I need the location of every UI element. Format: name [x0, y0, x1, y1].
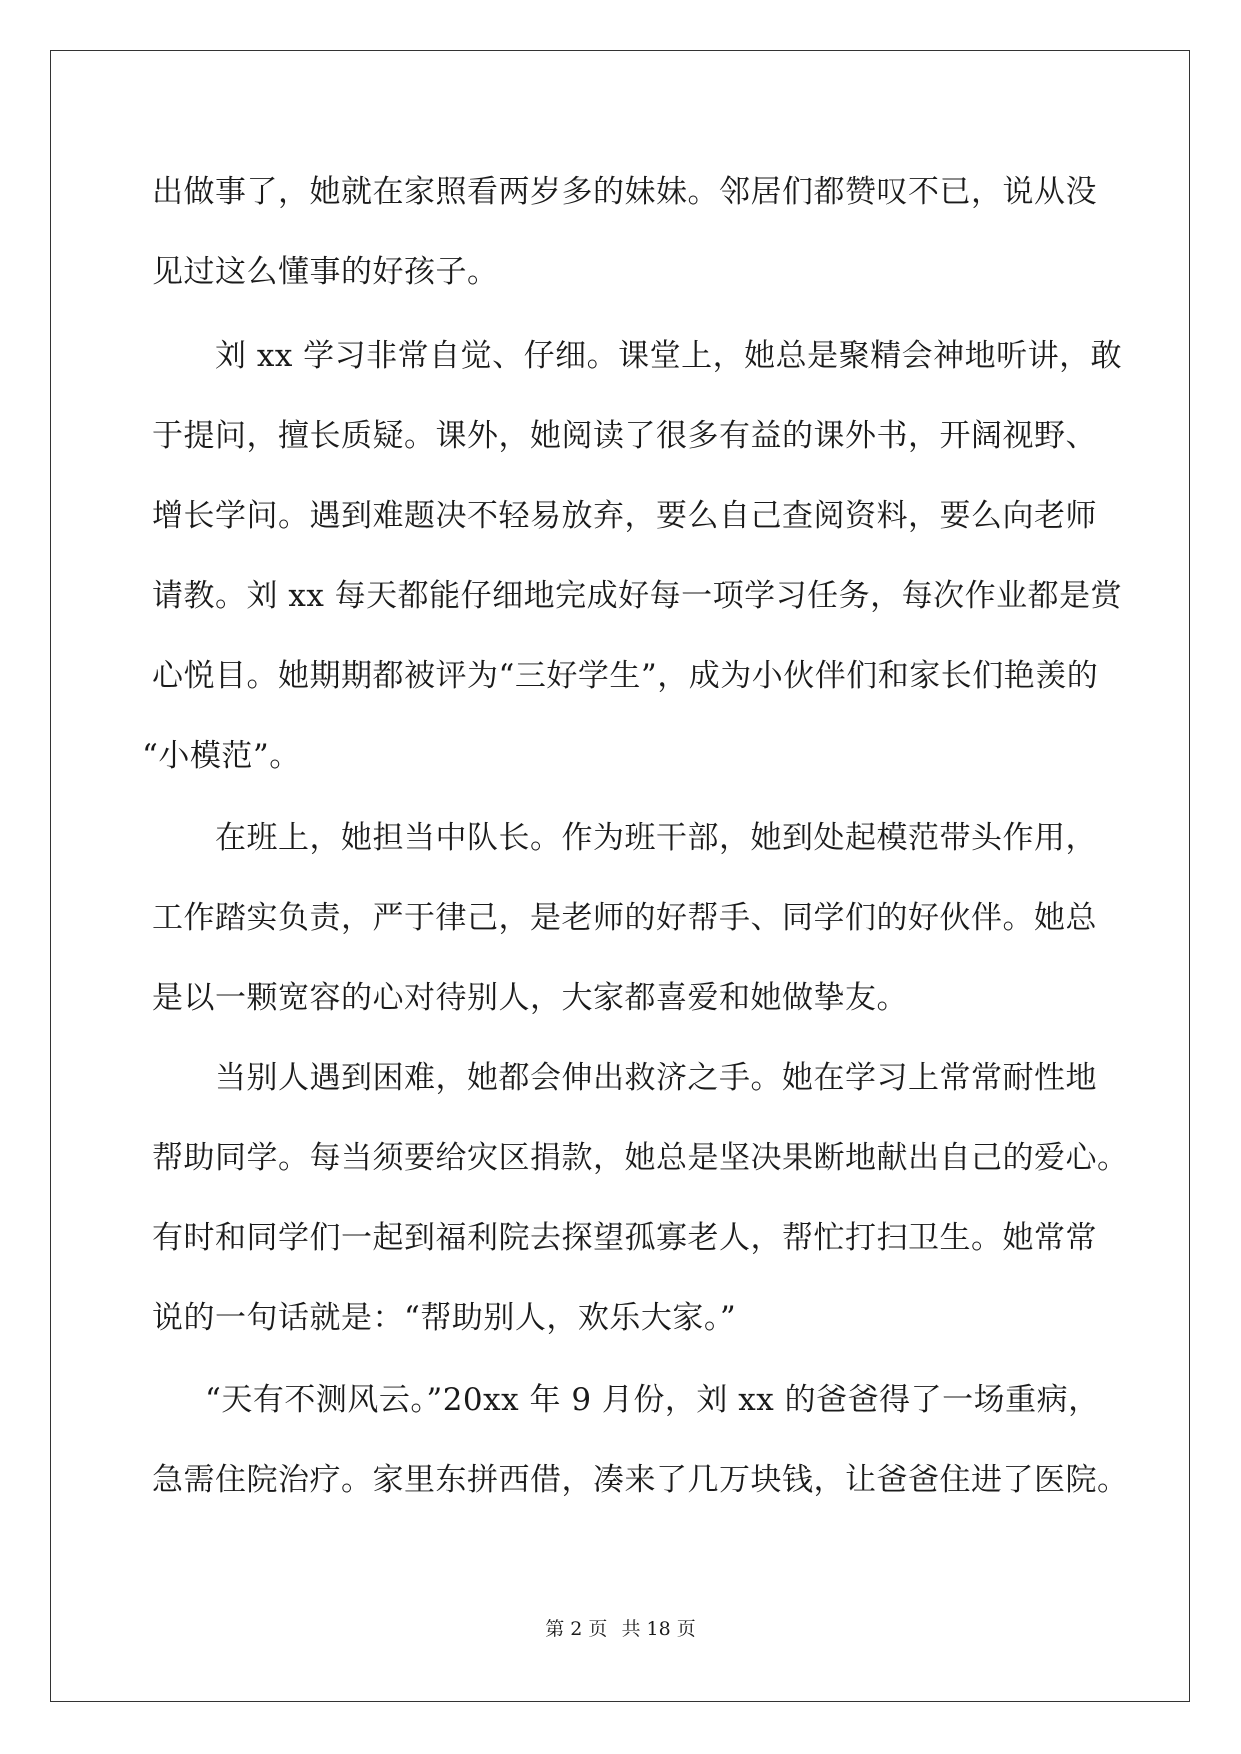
- page-footer: [0, 1617, 1241, 1641]
- text-line: 急需住院治疗。家里东拼西借，凑来了几万块钱，让爸爸住进了医院。: [152, 1462, 1129, 1498]
- text-line: 于提问，擅长质疑。课外，她阅读了很多有益的课外书，开阔视野、: [152, 418, 1097, 454]
- text-line: 见过这么懂事的好孩子。: [152, 254, 499, 290]
- text-line: 出做事了，她就在家照看两岁多的妹妹。邻居们都赞叹不已，说从没: [152, 174, 1097, 210]
- text-line: “天有不测风云。”20xx 年 9 月份，刘 xx 的爸爸得了一场重病，: [205, 1382, 1100, 1418]
- text-line: 请教。刘 xx 每天都能仔细地完成好每一项学习任务，每次作业都是赏: [152, 578, 1123, 614]
- text-line: 心悦目。她期期都被评为“三好学生”，成为小伙伴们和家长们艳羡的: [152, 658, 1099, 694]
- page-number: 第 2 页: [545, 1618, 608, 1640]
- text-line: 刘 xx 学习非常自觉、仔细。课堂上，她总是聚精会神地听讲，敢: [215, 338, 1123, 374]
- text-line: 工作踏实负责，严于律己，是老师的好帮手、同学们的好伙伴。她总: [152, 900, 1097, 936]
- text-line: 当别人遇到困难，她都会伸出救济之手。她在学习上常常耐性地: [215, 1060, 1097, 1096]
- page-frame: [50, 50, 1190, 1702]
- text-line: 在班上，她担当中队长。作为班干部，她到处起模范带头作用，: [215, 820, 1097, 856]
- text-line: 有时和同学们一起到福利院去探望孤寡老人，帮忙打扫卫生。她常常: [152, 1220, 1097, 1256]
- page-total: 共 18 页: [621, 1618, 696, 1640]
- text-line: 说的一句话就是：“帮助别人，欢乐大家。”: [152, 1300, 737, 1336]
- text-line: 增长学问。遇到难题决不轻易放弃，要么自己查阅资料，要么向老师: [152, 498, 1097, 534]
- text-line: 帮助同学。每当须要给灾区捐款，她总是坚决果断地献出自己的爱心。: [152, 1140, 1129, 1176]
- text-line: “小模范”。: [142, 738, 301, 774]
- text-line: 是以一颗宽容的心对待别人，大家都喜爱和她做挚友。: [152, 980, 908, 1016]
